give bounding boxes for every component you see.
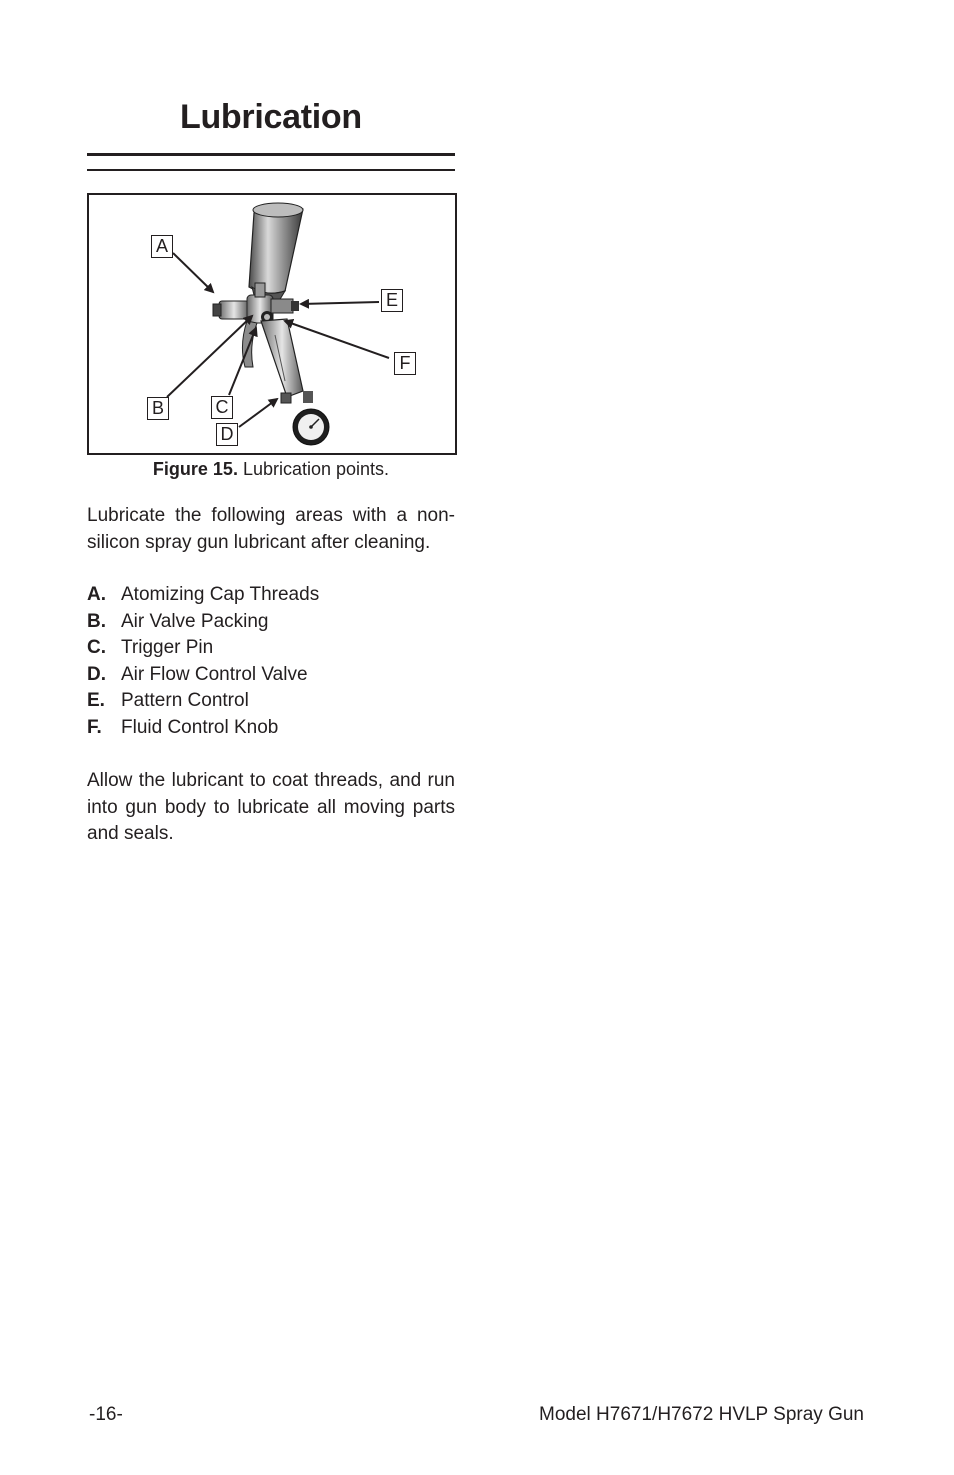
- closing-paragraph: Allow the lubricant to coat threads, and run into gun body to lubricate all moving parts and seals.: [87, 770, 455, 844]
- list-item-label: Air Valve Packing: [121, 610, 269, 632]
- list-item-letter: A.: [87, 584, 106, 605]
- leader-d: [239, 399, 277, 427]
- intro-paragraph: Lubricate the following areas with a non-silicon spray gun lubricant after cleaning.: [87, 505, 455, 553]
- list-item: [87, 715, 455, 742]
- pressure-gauge: [293, 391, 329, 445]
- title-rule-thick: [87, 153, 455, 156]
- callout-c: C: [211, 396, 233, 419]
- figure-caption: [87, 459, 455, 480]
- list-item-label: Air Flow Control Valve: [121, 663, 308, 685]
- figure-caption-number: Figure 15.: [152, 459, 238, 479]
- page-number: -16-: [89, 1404, 123, 1425]
- list-item: [87, 662, 455, 689]
- callout-f: F: [394, 352, 416, 375]
- leader-a: [173, 253, 213, 292]
- figure-caption-text: Lubrication points.: [242, 459, 390, 479]
- list-item-letter: D.: [87, 663, 106, 685]
- list-item: [87, 635, 455, 662]
- callout-a: A: [151, 235, 173, 258]
- figure-15: [87, 193, 457, 455]
- list-item: [87, 609, 455, 636]
- list-item-letter: C.: [87, 637, 106, 659]
- list-item-letter: B.: [87, 610, 106, 632]
- callout-b: B: [147, 397, 169, 420]
- callout-d: D: [216, 423, 238, 446]
- callout-e: E: [381, 289, 403, 312]
- section-title: Lubrication: [180, 98, 362, 136]
- leader-f: [285, 321, 389, 358]
- leader-b: [167, 316, 252, 397]
- spray-gun-illustration: [89, 195, 455, 453]
- title-rule-thin: [87, 169, 455, 171]
- list-item: [87, 582, 455, 609]
- list-item-label: Pattern Control: [121, 690, 249, 712]
- gun-handle: [261, 319, 303, 403]
- list-item-letter: E.: [87, 690, 105, 712]
- leader-e: [301, 302, 379, 304]
- list-item-label: Atomizing Cap Threads: [121, 584, 320, 605]
- gun-head: [213, 283, 299, 323]
- lubrication-points-list: [87, 582, 455, 742]
- list-item-letter: F.: [87, 716, 102, 738]
- list-item-label: Trigger Pin: [121, 637, 214, 659]
- list-item-label: Fluid Control Knob: [121, 716, 279, 738]
- list-item: [87, 688, 455, 715]
- footer-model: Model H7671/H7672 HVLP Spray Gun: [539, 1404, 864, 1425]
